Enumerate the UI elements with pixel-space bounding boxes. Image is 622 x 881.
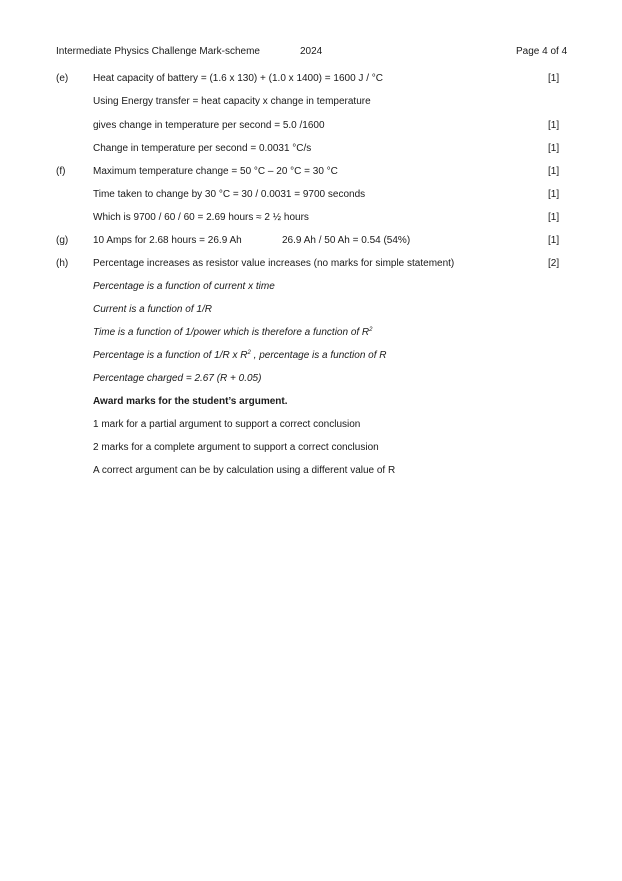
part-g-label: (g) [56, 235, 69, 246]
part-f-line-1: Maximum temperature change = 50 °C – 20 °C = 30 °C [93, 166, 338, 177]
part-e-label: (e) [56, 73, 69, 84]
part-e-mark-1: [1] [548, 73, 560, 84]
part-h-italic-3-superscript: 2 [369, 327, 373, 333]
part-f-mark-2: [1] [548, 189, 560, 200]
part-f-line-3: Which is 9700 / 60 / 60 = 2.69 hours ≈ 2 ½ hours [93, 212, 309, 223]
part-e-line-2: Using Energy transfer = heat capacity x change in temperature [93, 96, 371, 107]
part-h-italic-5: Percentage charged = 2.67 (R + 0.05) [93, 373, 262, 384]
part-f-label: (f) [56, 166, 66, 177]
part-f-line-2: Time taken to change by 30 °C = 30 / 0.0031 = 9700 seconds [93, 189, 366, 200]
part-g-line-1b: 26.9 Ah / 50 Ah = 0.54 (54%) [282, 235, 411, 246]
header-page-number: Page 4 of 4 [516, 46, 568, 57]
part-h-guide-1: 1 mark for a partial argument to support a correct conclusion [93, 419, 361, 430]
part-e-line-1: Heat capacity of battery = (1.6 x 130) + (1.0 x 1400) = 1600 J / °C [93, 73, 383, 84]
part-e-mark-4: [1] [548, 143, 560, 154]
part-h-italic-4 [93, 350, 387, 362]
part-h-italic-4-text-b: , percentage is a function of R [250, 350, 387, 361]
part-f-mark-1: [1] [548, 166, 560, 177]
part-f-mark-3: [1] [548, 212, 560, 223]
part-e-mark-3: [1] [548, 120, 560, 131]
part-h-guide-3: A correct argument can be by calculation using a different value of R [93, 465, 396, 476]
part-h-italic-4-text-a: Percentage is a function of 1/R x R [93, 350, 248, 361]
part-h-italic-4-superscript: 2 [247, 350, 251, 356]
part-h-mark-1: [2] [548, 258, 560, 269]
part-h-italic-2: Current is a function of 1/R [93, 304, 212, 315]
part-g-line-1a: 10 Amps for 2.68 hours = 26.9 Ah [93, 235, 242, 246]
part-h-line-1: Percentage increases as resistor value increases (no marks for simple statement) [93, 258, 455, 269]
header-year: 2024 [300, 46, 323, 57]
part-h-italic-3 [93, 327, 373, 339]
part-e-line-4: Change in temperature per second = 0.0031 °C/s [93, 143, 312, 154]
part-h-italic-3-text: Time is a function of 1/power which is therefore a function of R [93, 327, 370, 338]
header-title: Intermediate Physics Challenge Mark-scheme [56, 46, 260, 57]
part-h-italic-1: Percentage is a function of current x time [93, 281, 275, 292]
part-e-line-3: gives change in temperature per second = 5.0 /1600 [93, 120, 325, 131]
part-h-award-heading: Award marks for the student’s argument. [93, 396, 288, 407]
part-g-mark-1: [1] [548, 235, 560, 246]
part-h-guide-2: 2 marks for a complete argument to support a correct conclusion [93, 442, 379, 453]
part-h-label: (h) [56, 258, 69, 269]
